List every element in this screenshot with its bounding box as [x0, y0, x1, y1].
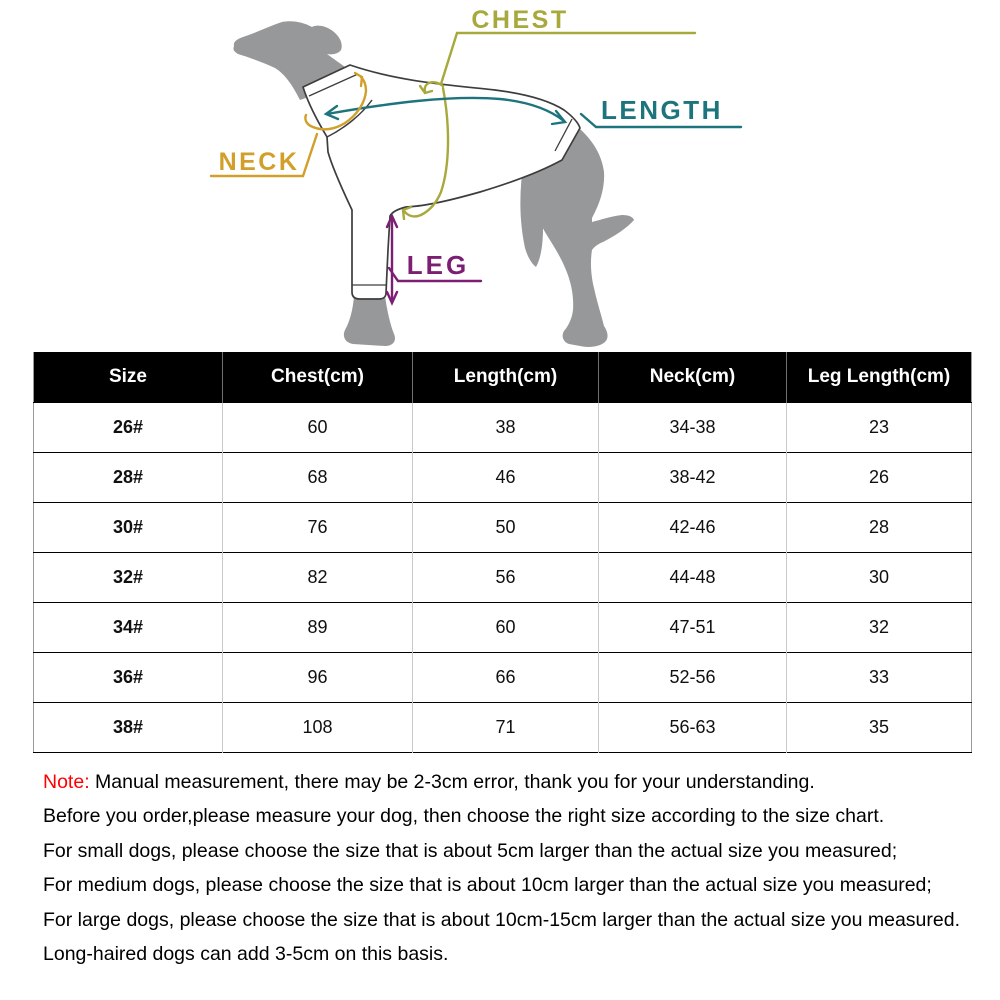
value-cell: 47-51 — [599, 603, 787, 653]
note-text: Manual measurement, there may be 2-3cm error, thank you for your understanding. — [95, 771, 815, 793]
header-cell: Neck(cm) — [599, 352, 787, 403]
neck-label: NECK — [218, 148, 300, 176]
header-cell: Size — [34, 352, 223, 403]
value-cell: 33 — [787, 653, 972, 703]
size-cell: 36# — [34, 653, 223, 703]
chest-arrow-bottom-hook — [403, 207, 421, 219]
note-line: Before you order,please measure your dog, then choose the right size according to the size chart. — [43, 805, 885, 828]
size-cell: 32# — [34, 553, 223, 603]
dog-front-paw — [344, 296, 395, 346]
value-cell: 96 — [223, 653, 413, 703]
chest-label: CHEST — [471, 6, 569, 34]
size-table-head — [34, 352, 972, 403]
value-cell: 32 — [787, 603, 972, 653]
size-cell: 28# — [34, 453, 223, 503]
size-cell: 30# — [34, 503, 223, 553]
table-row — [34, 553, 972, 603]
value-cell: 56-63 — [599, 703, 787, 753]
value-cell: 56 — [413, 553, 599, 603]
size-table-header-row — [34, 352, 972, 403]
dog-measurement-diagram — [0, 0, 1000, 352]
header-cell: Leg Length(cm) — [787, 352, 972, 403]
value-cell: 108 — [223, 703, 413, 753]
value-cell: 52-56 — [599, 653, 787, 703]
table-row — [34, 403, 972, 453]
note-line: For medium dogs, please choose the size that is about 10cm larger than the actual size you measured; — [43, 874, 932, 897]
value-cell: 38-42 — [599, 453, 787, 503]
table-row — [34, 453, 972, 503]
size-table — [33, 352, 972, 753]
notes-section — [43, 769, 973, 975]
value-cell: 28 — [787, 503, 972, 553]
note-prefix: Note: — [43, 771, 90, 793]
value-cell: 60 — [413, 603, 599, 653]
size-cell: 26# — [34, 403, 223, 453]
value-cell: 46 — [413, 453, 599, 503]
value-cell: 50 — [413, 503, 599, 553]
table-row — [34, 653, 972, 703]
value-cell: 30 — [787, 553, 972, 603]
table-row — [34, 703, 972, 753]
value-cell: 38 — [413, 403, 599, 453]
neck-arrow-bottom-hook — [305, 115, 313, 127]
chest-leader-line — [441, 33, 695, 84]
note-line: For large dogs, please choose the size that is about 10cm-15cm larger than the actual size you measured. — [43, 908, 961, 931]
value-cell: 44-48 — [599, 553, 787, 603]
leg-label: LEG — [406, 250, 470, 280]
note-line — [43, 769, 973, 803]
value-cell: 23 — [787, 403, 972, 453]
value-cell: 66 — [413, 653, 599, 703]
size-table-body — [34, 403, 972, 753]
table-row — [34, 603, 972, 653]
value-cell: 76 — [223, 503, 413, 553]
value-cell: 68 — [223, 453, 413, 503]
value-cell: 26 — [787, 453, 972, 503]
value-cell: 60 — [223, 403, 413, 453]
value-cell: 42-46 — [599, 503, 787, 553]
note-line: For small dogs, please choose the size that is about 5cm larger than the actual size you measured; — [43, 839, 898, 862]
note-line: Long-haired dogs can add 3-5cm on this basis. — [43, 942, 449, 965]
value-cell: 89 — [223, 603, 413, 653]
table-row — [34, 503, 972, 553]
size-cell: 38# — [34, 703, 223, 753]
value-cell: 35 — [787, 703, 972, 753]
header-cell: Length(cm) — [413, 352, 599, 403]
size-cell: 34# — [34, 603, 223, 653]
value-cell: 82 — [223, 553, 413, 603]
value-cell: 34-38 — [599, 403, 787, 453]
value-cell: 71 — [413, 703, 599, 753]
header-cell: Chest(cm) — [223, 352, 413, 403]
length-label: LENGTH — [601, 95, 723, 125]
